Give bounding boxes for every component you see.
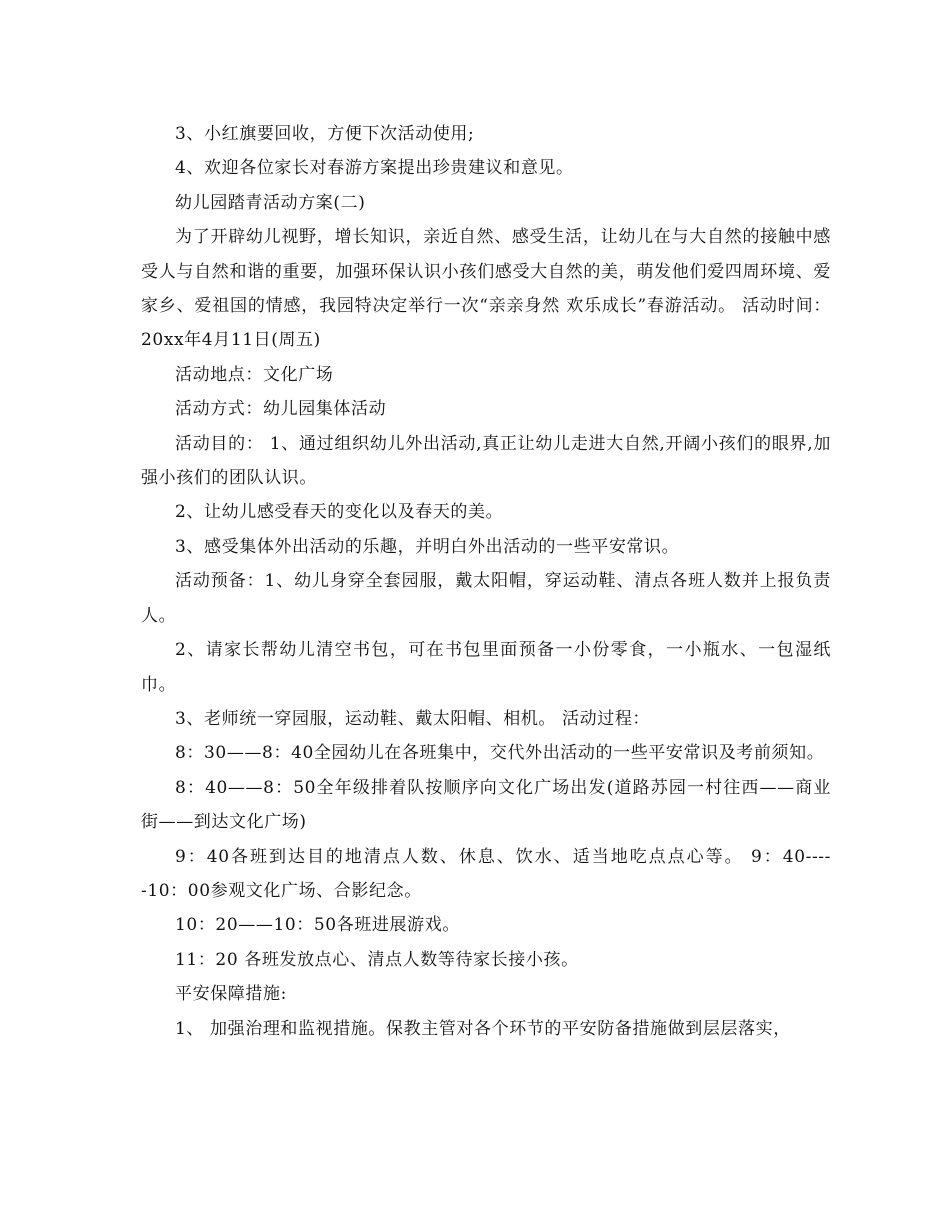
- paragraph-item-4-suggestions: 4、欢迎各位家长对春游方案提出珍贵建议和意见。: [175, 158, 574, 179]
- section-title: 幼儿园踏青活动方案(二): [175, 192, 366, 213]
- paragraph-schedule-5: 11：20 各班发放点心、清点人数等待家长接小孩。: [175, 949, 579, 970]
- paragraph-safety-1: 1、 加强治理和监视措施。保教主管对各个环节的平安防备措施做到层层落实，: [175, 1018, 791, 1039]
- paragraph-schedule-2: 8：40——8：50全年级排着队按顺序向文化广场出发(道路苏园一村往西——商业街——到达文化广场): [141, 777, 831, 833]
- paragraph-method: 活动方式：幼儿园集体活动: [175, 399, 387, 420]
- paragraph-prep-2: 2、请家长帮幼儿清空书包，可在书包里面预备一小份零食，一小瓶水、一包湿纸巾。: [141, 640, 831, 695]
- paragraph-schedule-4: 10：20——10：50各班进展游戏。: [175, 915, 460, 936]
- paragraph-purpose-1: 活动目的： 1、通过组织幼儿外出活动,真正让幼儿走进大自然,开阔小孩们的眼界,加强小孩们的团队认识。: [141, 433, 831, 489]
- paragraph-purpose-2: 2、让幼儿感受春天的变化以及春天的美。: [175, 502, 504, 523]
- document-body: [141, 117, 831, 1046]
- paragraph-prep-1: 活动预备：1、幼儿身穿全套园服，戴太阳帽，穿运动鞋、清点各班人数并上报负责人。: [141, 571, 831, 626]
- paragraph-prep-3: 3、老师统一穿园服，运动鞋、戴太阳帽、相机。 活动过程：: [175, 708, 651, 729]
- paragraph-schedule-1: 8：30——8：40全园幼儿在各班集中，交代外出活动的一些平安常识及考前须知。: [175, 743, 825, 764]
- paragraph-safety-title: 平安保障措施:: [175, 984, 287, 1005]
- paragraph-purpose-3: 3、感受集体外出活动的乐趣，并明白外出活动的一些平安常识。: [175, 536, 680, 557]
- paragraph-intro: 为了开辟幼儿视野，增长知识，亲近自然、感受生活，让幼儿在与大自然的接触中感受人与自然和谐的重要，加强环保认识小孩们感受大自然的美，萌发他们爱四周环境、爱家乡、爱祖国的情感，我园特决定举行一次“亲亲身然 欢乐成长”春游活动。 活动时间：20xx年4月11日(周五): [141, 227, 831, 351]
- paragraph-schedule-3: 9：40各班到达目的地清点人数、休息、饮水、适当地吃点点心等。 9：40-----10：00参观文化广场、合影纪念。: [141, 846, 831, 901]
- paragraph-item-3-flags: 3、小红旗要回收，方便下次活动使用;: [175, 124, 475, 144]
- paragraph-location: 活动地点：文化广场: [175, 364, 334, 385]
